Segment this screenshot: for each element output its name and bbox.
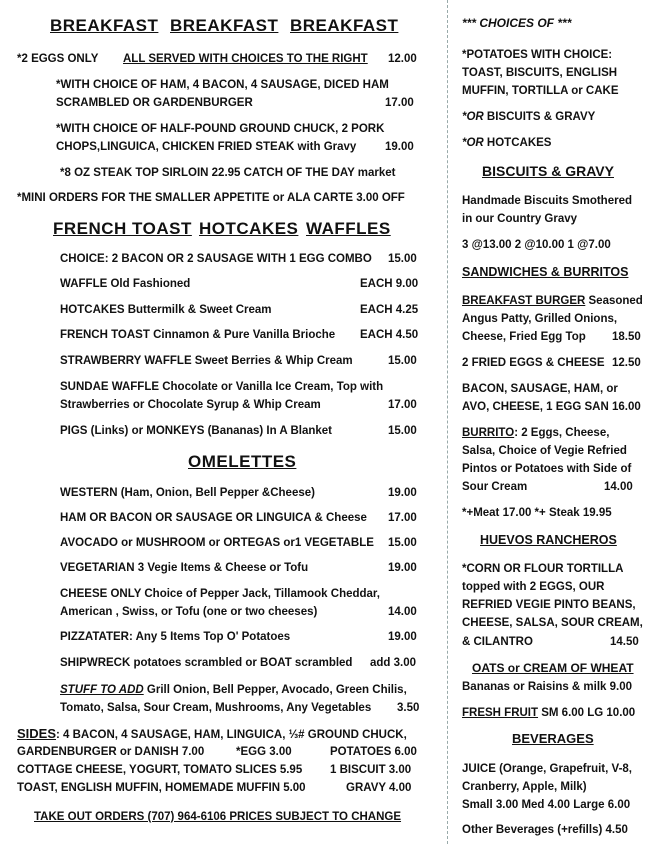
sides-line-4a: TOAST, ENGLISH MUFFIN, HOMEMADE MUFFIN 5.00 [17, 782, 306, 794]
hotcakes-title: HOTCAKES [199, 219, 299, 238]
fresh-fruit-prices: SM 6.00 LG 10.00 [538, 707, 636, 719]
shipwreck-price: add 3.00 [370, 657, 417, 669]
oats-title: OATS or CREAM OF WHEAT [472, 661, 634, 675]
chuck-line-1: *WITH CHOICE OF HALF-POUND GROUND CHUCK, 2 PORK [56, 123, 385, 135]
eggs-only-price: 12.00 [388, 53, 417, 65]
oats-line: Bananas or Raisins & milk 9.00 [462, 681, 633, 693]
fresh-fruit-label: FRESH FRUIT [462, 707, 539, 719]
choices-line-2: TOAST, BISCUITS, ENGLISH [462, 67, 618, 79]
huevos-line-4: CHEESE, SALSA, SOUR CREAM, [462, 617, 643, 629]
sundae-line-1: SUNDAE WAFFLE Chocolate or Vanilla Ice Cream, Top with [60, 381, 384, 393]
sides-text-1: : 4 BACON, 4 SAUSAGE, HAM, LINGUICA, ⅓# GROUND CHUCK, [56, 729, 407, 741]
burrito-label: BURRITO [462, 427, 515, 439]
takeout-footer: TAKE OUT ORDERS (707) 964-6106 PRICES SUBJECT TO CHANGE [34, 811, 402, 823]
french-toast-title: FRENCH TOAST [53, 219, 192, 238]
om-item-0: WESTERN (Ham, Onion, Bell Pepper &Cheese) [60, 487, 315, 499]
fried-eggs-price: 12.50 [612, 357, 641, 369]
ham-price: 17.00 [385, 97, 414, 109]
ham-line-1: *WITH CHOICE OF HAM, 4 BACON, 4 SAUSAGE, DICED HAM [56, 79, 389, 91]
mini-orders-line: *MINI ORDERS FOR THE SMALLER APPETITE or ALA CARTE 3.00 OFF [17, 192, 405, 204]
breakfast-title-1: BREAKFAST [50, 16, 159, 35]
ft-item-4: STRAWBERRY WAFFLE Sweet Berries & Whip Cream [60, 355, 353, 367]
om-item-3-price: 19.00 [388, 562, 417, 574]
huevos-line-2: topped with 2 EGGS, OUR [462, 581, 605, 593]
eggs-only: *2 EGGS ONLY [17, 53, 99, 65]
huevos-price: 14.50 [610, 636, 639, 648]
huevos-line-5: & CILANTRO [462, 636, 533, 648]
shipwreck-line: SHIPWRECK potatoes scrambled or BOAT scrambled [60, 657, 353, 669]
ft-item-3: FRENCH TOAST Cinnamon & Pure Vanilla Brioche [60, 329, 336, 341]
meat-steak-line: *+Meat 17.00 *+ Steak 19.95 [462, 507, 612, 519]
stuff-to-add-text-1: Grill Onion, Bell Pepper, Avocado, Green Chilis, [143, 684, 407, 696]
huevos-line-3: REFRIED VEGIE PINTO BEANS, [462, 599, 636, 611]
bacon-san-line-1: BACON, SAUSAGE, HAM, or [462, 383, 618, 395]
bacon-san-line-2: AVO, CHEESE, 1 EGG SAN 16.00 [462, 401, 641, 413]
sides-line-1 [17, 726, 407, 743]
breakfast-title-2: BREAKFAST [170, 16, 279, 35]
pigs-price: 15.00 [388, 425, 417, 437]
sides-line-3b: 1 BISCUIT 3.00 [330, 764, 412, 776]
cheese-line-2: American , Swiss, or Tofu (one or two cheeses) [60, 606, 318, 618]
om-item-2-price: 15.00 [388, 537, 417, 549]
biscuits-gravy-title: BISCUITS & GRAVY [482, 163, 614, 179]
om-item-1-price: 17.00 [388, 512, 417, 524]
or-label-1: *OR [462, 111, 484, 123]
chuck-price: 19.00 [385, 141, 414, 153]
or-label-2: *OR [462, 137, 484, 149]
burrito-line-3: Pintos or Potatoes with Side of [462, 463, 632, 475]
ft-item-0-price: 15.00 [388, 253, 417, 265]
juice-line-2: Cranberry, Apple, Milk) [462, 781, 587, 793]
omelettes-title: OMELETTES [188, 452, 297, 471]
burger-price: 18.50 [612, 331, 641, 343]
om-item-1: HAM OR BACON OR SAUSAGE OR LINGUICA & Cheese [60, 512, 367, 524]
fresh-fruit-line [462, 705, 635, 721]
burger-line-2: Angus Patty, Grilled Onions, [462, 313, 618, 325]
juice-line-1: JUICE (Orange, Grapefruit, V-8, [462, 763, 632, 775]
bg-line-2: in our Country Gravy [462, 213, 578, 225]
choices-line-1: *POTATOES WITH CHOICE: [462, 49, 613, 61]
stuff-to-add-line-2: Tomato, Salsa, Sour Cream, Mushrooms, Any Vegetables [60, 702, 372, 714]
burrito-price: 14.00 [604, 481, 633, 493]
burger-line-1 [462, 293, 643, 309]
bg-prices: 3 @13.00 2 @10.00 1 @7.00 [462, 239, 611, 251]
ft-item-0: CHOICE: 2 BACON OR 2 SAUSAGE WITH 1 EGG COMBO [60, 253, 372, 265]
ft-item-3-price: EACH 4.50 [360, 329, 419, 341]
choices-title: *** CHOICES OF *** [462, 16, 572, 30]
other-beverages-line: Other Beverages (+refills) 4.50 [462, 824, 628, 836]
sides-line-4b: GRAVY 4.00 [346, 782, 412, 794]
huevos-title: HUEVOS RANCHEROS [480, 533, 617, 547]
sandwiches-title: SANDWICHES & BURRITOS [462, 265, 629, 279]
ft-item-1-price: EACH 9.00 [360, 278, 419, 290]
burrito-line-1 [462, 425, 609, 441]
ft-item-4-price: 15.00 [388, 355, 417, 367]
sides-line-2a: GARDENBURGER or DANISH 7.00 [17, 746, 205, 758]
stuff-to-add-price: 3.50 [397, 702, 420, 714]
or-text-2: HOTCAKES [483, 137, 552, 149]
choices-line-3: MUFFIN, TORTILLA or CAKE [462, 85, 619, 97]
pigs-line: PIGS (Links) or MONKEYS (Bananas) In A Blanket [60, 425, 332, 437]
pizzatater-line: PIZZATATER: Any 5 Items Top O' Potatoes [60, 631, 291, 643]
right-column [452, 0, 652, 844]
ft-item-2: HOTCAKES Buttermilk & Sweet Cream [60, 304, 272, 316]
beverages-title: BEVERAGES [512, 731, 594, 746]
waffles-title: WAFFLES [306, 219, 391, 238]
bg-line-1: Handmade Biscuits Smothered [462, 195, 632, 207]
steak-line: *8 OZ STEAK TOP SIRLOIN 22.95 CATCH OF THE DAY market [60, 167, 396, 179]
sundae-price: 17.00 [388, 399, 417, 411]
sides-label: SIDES [17, 726, 57, 741]
sundae-line-2: Strawberries or Chocolate Syrup & Whip Cream [60, 399, 321, 411]
choices-or-biscuits [462, 109, 595, 125]
juice-line-3: Small 3.00 Med 4.00 Large 6.00 [462, 799, 631, 811]
chuck-line-2: CHOPS,LINGUICA, CHICKEN FRIED STEAK with Gravy [56, 141, 357, 153]
sides-line-2c: POTATOES 6.00 [330, 746, 417, 758]
choices-or-hotcakes [462, 135, 551, 151]
burrito-text-1: : 2 Eggs, Cheese, [514, 427, 610, 439]
sides-line-2b: *EGG 3.00 [236, 746, 292, 758]
breakfast-title-3: BREAKFAST [290, 16, 399, 35]
column-divider [447, 0, 448, 844]
burrito-line-4: Sour Cream [462, 481, 528, 493]
om-item-3: VEGETARIAN 3 Vegie Items & Cheese or Tofu [60, 562, 309, 574]
ft-item-2-price: EACH 4.25 [360, 304, 419, 316]
ft-item-1: WAFFLE Old Fashioned [60, 278, 191, 290]
stuff-to-add-line-1 [60, 682, 407, 698]
all-served-note: ALL SERVED WITH CHOICES TO THE RIGHT [123, 53, 368, 65]
stuff-to-add-label: STUFF TO ADD [60, 684, 144, 696]
ham-line-2: SCRAMBLED OR GARDENBURGER [56, 97, 253, 109]
om-item-0-price: 19.00 [388, 487, 417, 499]
burrito-line-2: Salsa, Choice of Vegie Refried [462, 445, 627, 457]
huevos-line-1: *CORN OR FLOUR TORTILLA [462, 563, 624, 575]
or-text-1: BISCUITS & GRAVY [483, 111, 596, 123]
cheese-line-1: CHEESE ONLY Choice of Pepper Jack, Tillamook Cheddar, [60, 588, 380, 600]
burger-text-1: Seasoned [585, 295, 643, 307]
burger-label: BREAKFAST BURGER [462, 295, 586, 307]
burger-line-3: Cheese, Fried Egg Top [462, 331, 586, 343]
sides-line-3a: COTTAGE CHEESE, YOGURT, TOMATO SLICES 5.95 [17, 764, 303, 776]
fried-eggs-line: 2 FRIED EGGS & CHEESE [462, 357, 605, 369]
cheese-price: 14.00 [388, 606, 417, 618]
om-item-2: AVOCADO or MUSHROOM or ORTEGAS or1 VEGETABLE [60, 537, 374, 549]
pizzatater-price: 19.00 [388, 631, 417, 643]
